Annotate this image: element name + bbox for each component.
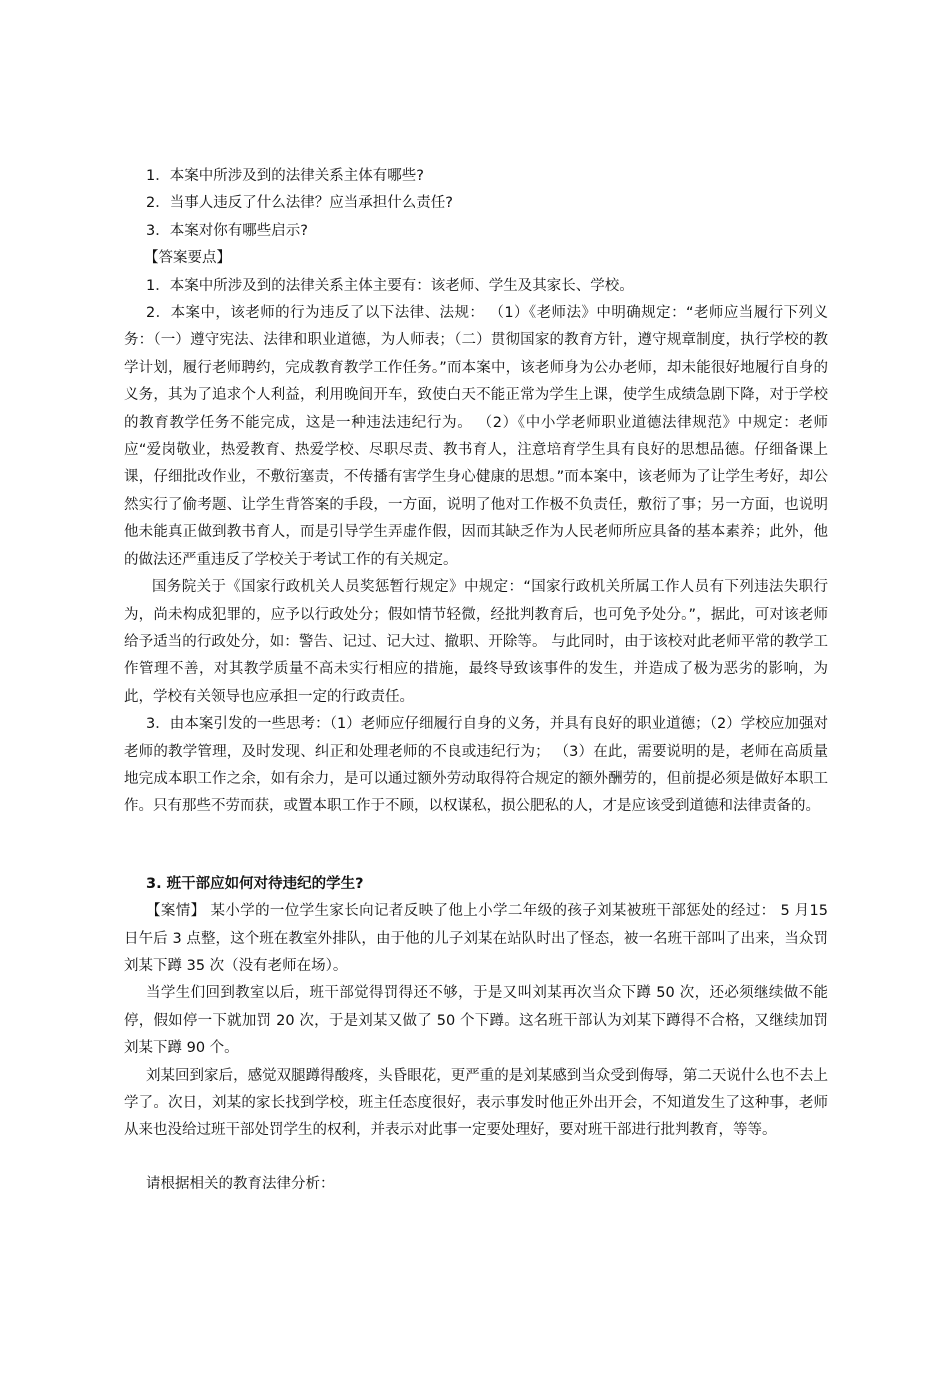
answer-heading: 【答案要点】 — [144, 250, 231, 267]
answer-2-continued: 国务院关于《国家行政机关人员奖惩暂行规定》中规定：“国家行政机关所属工作人员有下列违法失职行为，尚未构成犯罪的，应予以行政处分；假如情节轻微，经批判教育后，也可免予处分。”，据此，可对该老师给予适当的行政处分，如：警告、记过、记大过、撤职、开除等。 与此同时，由于该校对此老师平常的教学工作管理不善，对其教学质量不高未实行相应的措施，最终导致该事件的发生，并造成了极为恶劣的影响，为此，学校有关领导也应承担一定的行政责任。 — [124, 579, 828, 705]
question-3: 3．本案对你有哪些启示? — [146, 222, 308, 239]
prompt-gap — [124, 1145, 828, 1171]
question-2: 2．当事人违反了什么法律？应当承担什么责任? — [146, 195, 453, 212]
question-1: 1．本案中所涉及到的法律关系主体有哪些? — [146, 168, 424, 184]
section-3-title: 3. 班干部应如何对待违纪的学生? — [146, 875, 364, 892]
answer-3: 3．由本案引发的一些思考：（1）老师应仔细履行自身的义务，并具有良好的职业道德；（2）学校应加强对老师的教学管理，及时发现、纠正和处理老师的不良或违纪行为； （3）在此，需要说明的是，老师在高质量地完成本职工作之余，如有余力，是可以通过额外劳动取得符合规定的额外酬劳的，但前提必须是做好本职工作。只有那些不劳而获，或置本职工作于不顾，以权谋私，损公肥私的人，才是应该受到道德和法律责备的。 — [124, 716, 828, 815]
case-paragraph-3: 刘某回到家后，感觉双腿蹲得酸疼，头昏眼花，更严重的是刘某感到当众受到侮辱，第二天说什么也不去上学了。次日，刘某的家长找到学校，班主任态度很好，表示事发时他正外出开会，不知道发生了这种事，老师从来也没给过班干部处罚学生的权利，并表示对此事一定要处理好，要对班干部进行批判教育，等等。 — [124, 1067, 828, 1139]
section-gap — [124, 821, 828, 871]
case-paragraph-2: 当学生们回到教室以后，班干部觉得罚得还不够，于是又叫刘某再次当众下蹲 50 次，还必须继续做不能停，假如停一下就加罚 20 次，于是刘某又做了 50 个下蹲。这名班干部认为刘某下蹲得不合格，又继续加罚刘某下蹲 90 个。 — [124, 985, 828, 1057]
answer-1: 1．本案中所涉及到的法律关系主体主要有：该老师、学生及其家长、学校。 — [146, 277, 634, 294]
document-page — [124, 163, 828, 1198]
case-paragraph-1: 【案情】 某小学的一位学生家长向记者反映了他上小学二年级的孩子刘某被班干部惩处的经过： 5 月15 日午后 3 点整，这个班在教室外排队，由于他的儿子刘某在站队时出了怪态，被一名班干部叫了出来，当众罚刘某下蹲 35 次（没有老师在场）。 — [124, 903, 828, 974]
answer-2: 2．本案中，该老师的行为违反了以下法律、法规： （1）《老师法》中明确规定：“老师应当履行下列义务：（一）遵守宪法、法律和职业道德，为人师表；（二）贯彻国家的教育方针，遵守规章制度，执行学校的教学计划，履行老师聘约，完成教育教学工作任务。”而本案中，该老师身为公办老师，却未能很好地履行自身的义务，其为了追求个人利益，利用晚间开车，致使白天不能正常为学生上课，使学生成绩急剧下降，对于学校的教育教学任务不能完成，这是一种违法违纪行为。 （2）《中小学老师职业道德法律规范》中规定：老师应“爱岗敬业，热爱教育、热爱学校、尽职尽责、教书育人，注意培育学生具有良好的思想品德。仔细备课上课，仔细批改作业，不敷衍塞责，不传播有害学生身心健康的思想。”而本案中，该老师为了让学生考好，却公然实行了偷考题、让学生背答案的手段，一方面，说明了他对工作极不负责任，敷衍了事；另一方面，也说明他未能真正做到教书育人，而是引导学生弄虚作假，因而其缺乏作为人民老师所应具备的基本素养；此外，他的做法还严重违反了学校关于考试工作的有关规定。 — [124, 305, 828, 568]
analysis-prompt: 请根据相关的教育法律分析： — [146, 1175, 335, 1192]
